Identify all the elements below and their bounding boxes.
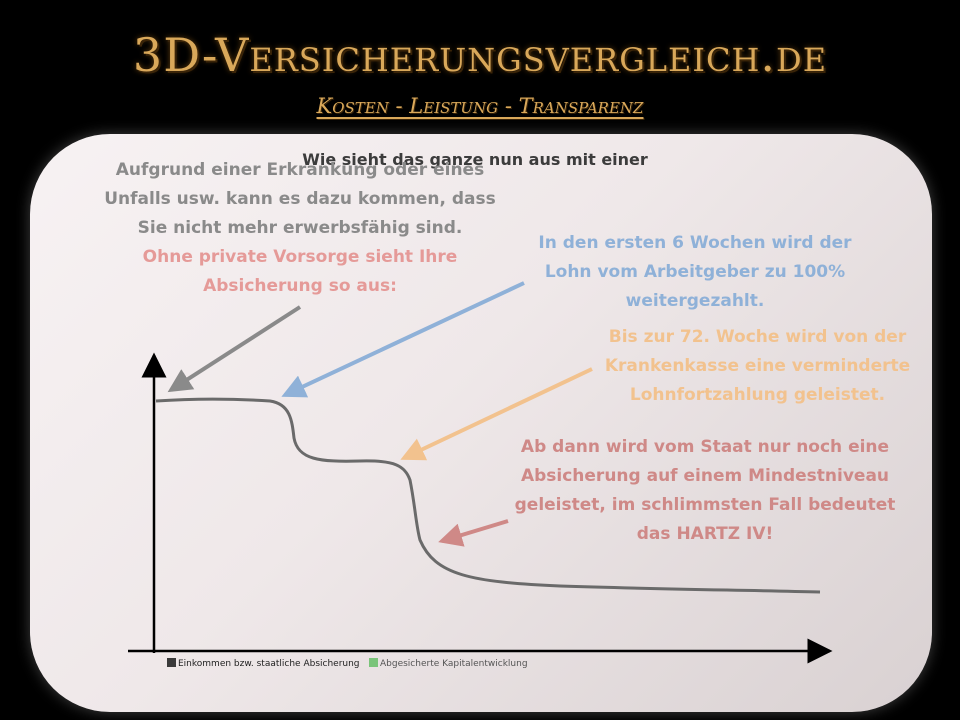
phase3-line: Absicherung auf einem Mindestniveau — [520, 466, 890, 486]
brand-subtitle: Kosten - Leistung - Transparenz — [316, 94, 644, 118]
phase2-line: Bis zur 72. Woche wird von der — [608, 327, 907, 347]
legend-label-capital: Abgesicherte Kapitalentwicklung — [380, 659, 528, 669]
brand-title: 3D-Versicherungsvergleich.de — [132, 28, 828, 82]
intro-line: Unfalls usw. kann es dazu kommen, dass — [104, 189, 496, 209]
phase3-line: das HARTZ IV! — [636, 524, 774, 544]
phase3-line: Ab dann wird vom Staat nur noch eine — [520, 437, 890, 457]
warning-text — [100, 243, 500, 301]
phase3-text — [495, 433, 915, 549]
phase1-line: In den ersten 6 Wochen wird der — [538, 233, 852, 253]
phase2-line: Krankenkasse eine verminderte — [604, 356, 911, 376]
phase2-text — [580, 323, 935, 410]
slide-heading: Wie sieht das ganze nun aus mit einer — [302, 150, 648, 169]
intro-line: Aufgrund einer Erkrankung oder eines — [115, 160, 485, 180]
warning-line: Absicherung so aus: — [203, 276, 397, 296]
legend-item-capital — [369, 658, 528, 669]
legend-swatch-capital — [369, 658, 378, 667]
warning-line: Ohne private Vorsorge sieht Ihre — [142, 247, 458, 267]
intro-line: Sie nicht mehr erwerbsfähig sind. — [137, 218, 463, 238]
legend-swatch-income — [167, 658, 176, 667]
legend-label-income: Einkommen bzw. staatliche Absicherung — [178, 659, 360, 669]
legend-item-income — [167, 658, 360, 669]
phase3-line: geleistet, im schlimmsten Fall bedeutet — [514, 495, 896, 515]
intro-text — [85, 156, 515, 243]
phase1-line: weitergezahlt. — [625, 291, 765, 311]
phase1-line: Lohn vom Arbeitgeber zu 100% — [544, 262, 846, 282]
phase2-line: Lohnfortzahlung geleistet. — [629, 385, 886, 405]
arrow-intro — [171, 307, 300, 390]
phase1-text — [505, 229, 885, 316]
